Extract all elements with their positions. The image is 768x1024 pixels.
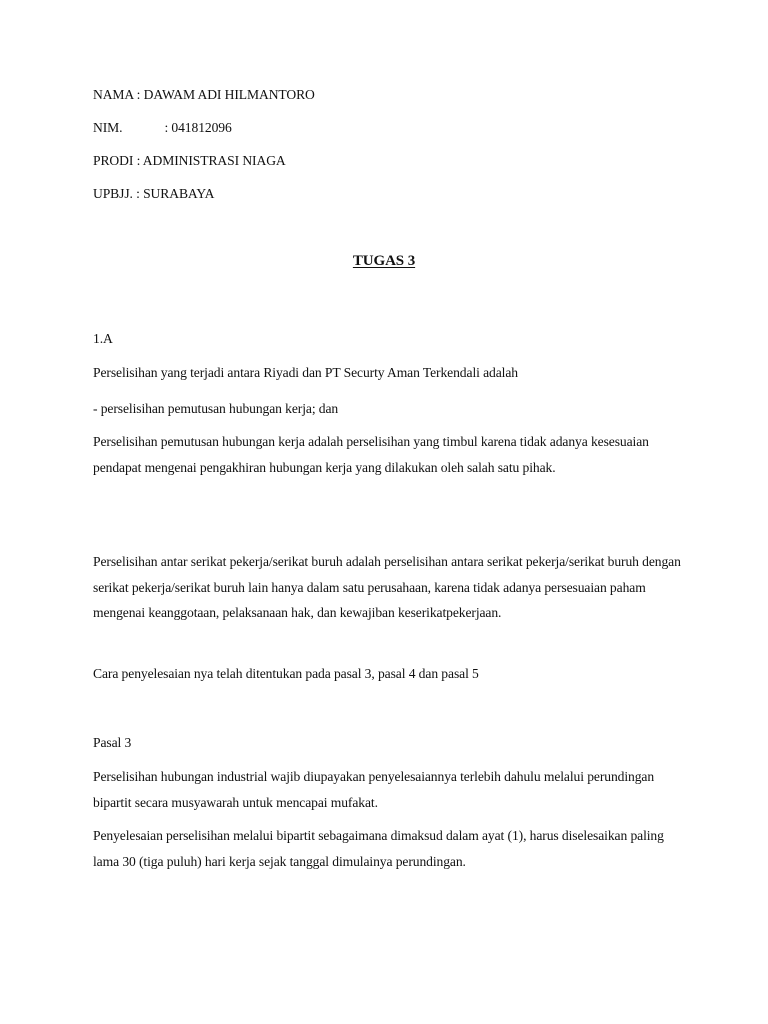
- student-nim: [93, 120, 232, 136]
- document-title: TUGAS 3: [352, 253, 416, 269]
- nim-value: : 041812096: [164, 120, 232, 135]
- definition-paragraph: Perselisihan pemutusan hubungan kerja adalah perselisihan yang timbul karena tidak adanya kesesuaian pendapat mengenai pengakhiran hubungan kerja yang dilakukan oleh salah satu pihak.: [93, 434, 649, 475]
- intro-paragraph: Perselisihan yang terjadi antara Riyadi dan PT Securty Aman Terkendali adalah: [93, 365, 518, 380]
- student-prodi: PRODI : ADMINISTRASI NIAGA: [93, 153, 286, 168]
- list-item: - perselisihan pemutusan hubungan kerja; dan: [93, 401, 339, 416]
- student-upbjj: UPBJJ. : SURABAYA: [93, 186, 215, 201]
- student-name: NAMA : DAWAM ADI HILMANTORO: [93, 87, 315, 102]
- nim-label: NIM.: [93, 120, 123, 135]
- serikat-paragraph: Perselisihan antar serikat pekerja/serikat buruh adalah perselisihan antara serikat pekerja/serikat buruh dengan serikat pekerja/serikat buruh lain hanya dalam satu perusahaan, karena tidak adanya persesuaian paham mengenai keanggotaan, pelaksanaan hak, dan kewajiban keserikatpekerjaan.: [93, 554, 681, 620]
- pasal-3-paragraph-1: Perselisihan hubungan industrial wajib diupayakan penyelesaiannya terlebih dahulu melalui perundingan bipartit secara musyawarah untuk mencapai mufakat.: [93, 769, 655, 810]
- cara-paragraph: Cara penyelesaian nya telah ditentukan pada pasal 3, pasal 4 dan pasal 5: [93, 666, 479, 681]
- pasal-3-heading: Pasal 3: [93, 735, 132, 750]
- section-heading-1a: 1.A: [93, 331, 113, 346]
- pasal-3-paragraph-2: Penyelesaian perselisihan melalui bipartit sebagaimana dimaksud dalam ayat (1), harus diselesaikan paling lama 30 (tiga puluh) hari kerja sejak tanggal dimulainya perundingan.: [93, 828, 664, 869]
